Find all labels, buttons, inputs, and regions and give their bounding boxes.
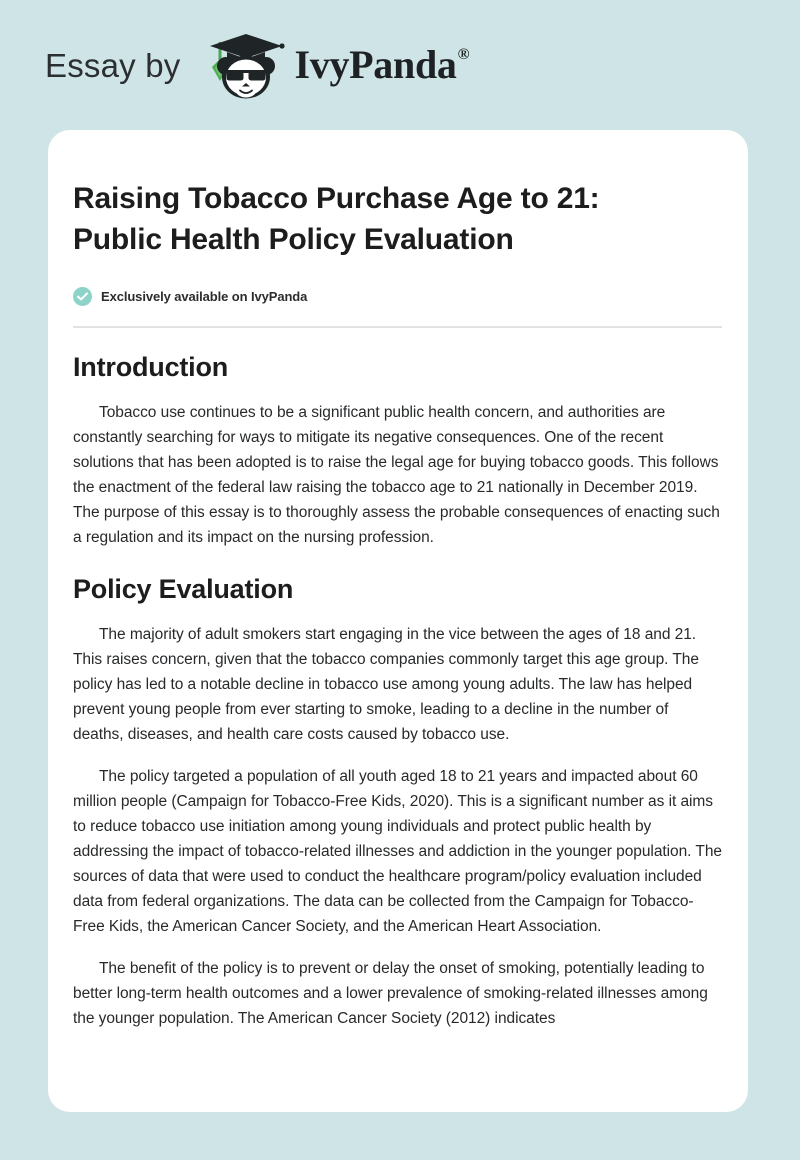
section-heading-introduction: Introduction (73, 352, 229, 382)
ivypanda-logo[interactable] (45, 29, 470, 101)
paragraph: The policy targeted a population of all youth aged 18 to 21 years and impacted about 60 million people (Campaign for Tobacco-Free Kids, 2020). This is a significant number as it aims to reduce tobacco use initiation among young individuals and protect public health by addressing the impact of tobacco-related illnesses and addiction in the younger population. The sources of data that were used to conduct the healthcare program/policy evaluation included data from federal organizations. The data can be collected from the Campaign for Tobacco-Free Kids, the American Cancer Society, and the American Heart Association. (73, 768, 722, 936)
section-heading-policy-evaluation: Policy Evaluation (73, 574, 294, 605)
essay-by-label: Essay by (45, 46, 181, 84)
paragraph: The majority of adult smokers start engaging in the vice between the ages of 18 and 21. This raises concern, given that the tobacco companies commonly target this age group. The policy has led to a notable decline in tobacco use among young adults. The law has helped prevent young people from ever starting to smoke, leading to a decline in the number of deaths, diseases, and health care costs caused by tobacco use. (73, 626, 699, 744)
brand-wordmark (294, 42, 470, 87)
brand-header (0, 0, 800, 130)
check-circle-icon (73, 287, 92, 306)
status-badge (73, 287, 722, 306)
panda-graduate-icon (203, 29, 289, 101)
essay-paper-card (48, 130, 748, 1112)
page-title: Raising Tobacco Purchase Age to 21: Public Health Policy Evaluation (73, 182, 600, 256)
paragraph: The benefit of the policy is to prevent or delay the onset of smoking, potentially leading to better long-term health outcomes and a lower prevalence of smoking-related illnesses among the younger population. The American Cancer Society (2012) indicates (73, 960, 708, 1028)
header-divider (73, 326, 722, 328)
brand-name-text: IvyPanda (294, 42, 457, 87)
paragraph: Tobacco use continues to be a significant public health concern, and authorities are constantly searching for ways to mitigate its negative consequences. One of the recent solutions that has been adopted is to raise the legal age for buying tobacco goods. This follows the enactment of the federal law raising the tobacco age to 21 nationally in December 2019. The purpose of this essay is to thoroughly assess the probable consequences of enacting such a regulation and its impact on the nursing profession. (73, 404, 720, 547)
registered-trademark-icon: ® (457, 46, 470, 63)
exclusive-availability-label: Exclusively available on IvyPanda (101, 289, 308, 304)
